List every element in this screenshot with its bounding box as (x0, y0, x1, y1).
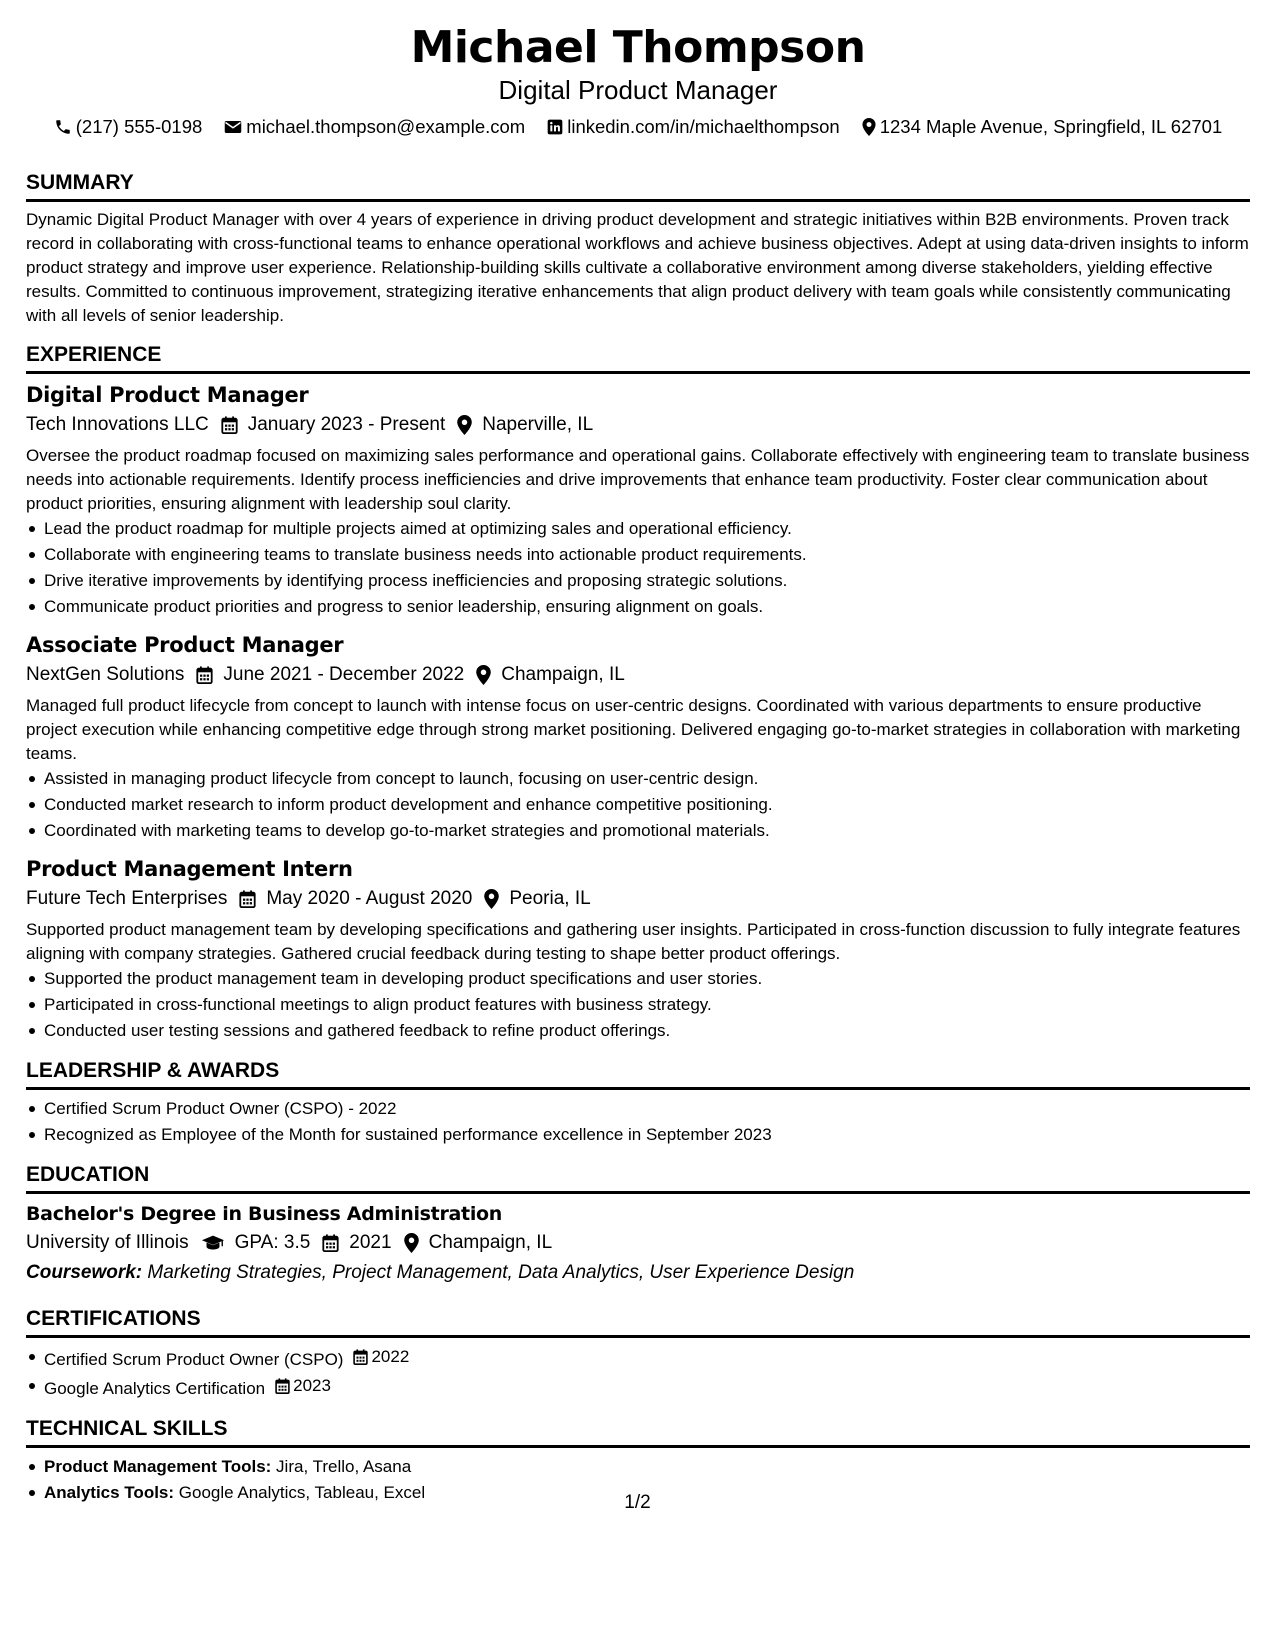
edu-location-item (404, 1228, 553, 1258)
education-meta (26, 1228, 1250, 1258)
skill-label: Product Management Tools: (44, 1457, 272, 1476)
address-text: 1234 Maple Avenue, Springfield, IL 62701 (879, 116, 1223, 137)
job-description: Oversee the product roadmap focused on maximizing sales performance and operational gains. Collaborate effectively with engineering team to translate business needs into actionable requirements. Identify process inefficiencies and drive improvements that enhance team productivity. Foster clear communication about product priorities, ensuring alignment with leadership soul clarity. (26, 446, 1250, 513)
company-name: Future Tech Enterprises (26, 888, 228, 909)
envelope-icon (224, 119, 242, 135)
grad-year-text: 2021 (349, 1232, 392, 1253)
list-item: Communicate product priorities and progress to senior leadership, ensuring alignment on goals. (44, 594, 1250, 620)
job-bullets (26, 766, 1250, 844)
contact-phone (54, 114, 203, 140)
degree-title: Bachelor's Degree in Business Administration (26, 1203, 503, 1225)
phone-text[interactable]: (217) 555-0198 (75, 116, 203, 137)
job-dates-item (196, 660, 464, 690)
job-entry (26, 630, 1250, 844)
map-pin-icon (404, 1233, 419, 1253)
job-dates: June 2021 - December 2022 (223, 664, 465, 685)
jobs-list (26, 380, 1250, 1044)
job-entry (26, 854, 1250, 1044)
skills-heading: TECHNICAL SKILLS (26, 1416, 1250, 1448)
list-item: Recognized as Employee of the Month for sustained performance excellence in September 2023 (44, 1122, 1250, 1148)
coursework-label: Coursework: (26, 1262, 143, 1283)
contact-bar (26, 114, 1250, 140)
cert-year-item (275, 1373, 331, 1399)
job-location-item (484, 884, 590, 914)
map-pin-icon (862, 118, 876, 136)
cert-name: Certified Scrum Product Owner (CSPO) (44, 1350, 344, 1369)
list-item (44, 1454, 1250, 1480)
certifications-heading: CERTIFICATIONS (26, 1306, 1250, 1338)
job-entry (26, 380, 1250, 620)
contact-address (862, 114, 1223, 140)
graduation-cap-icon (201, 1234, 225, 1252)
linkedin-icon (547, 119, 563, 135)
company-name: Tech Innovations LLC (26, 414, 209, 435)
job-dates-item (221, 410, 446, 440)
job-meta (26, 410, 1250, 440)
list-item: Conducted market research to inform product development and enhance competitive positioning. (44, 792, 1250, 818)
calendar-icon (275, 1378, 290, 1394)
job-bullets (26, 966, 1250, 1044)
job-meta (26, 884, 1250, 914)
list-item: Certified Scrum Product Owner (CSPO) - 2022 (44, 1096, 1250, 1122)
calendar-icon (353, 1349, 368, 1365)
list-item (44, 1344, 1250, 1373)
certifications-section (26, 1306, 1250, 1402)
education-section (26, 1162, 1250, 1288)
list-item: Assisted in managing product lifecycle from concept to launch, focusing on user-centric design. (44, 766, 1250, 792)
cert-name: Google Analytics Certification (44, 1379, 266, 1398)
cert-year-text: 2023 (293, 1376, 331, 1395)
calendar-icon (221, 416, 238, 434)
list-item: Coordinated with marketing teams to develop go-to-market strategies and promotional materials. (44, 818, 1250, 844)
list-item: Collaborate with engineering teams to translate business needs into actionable product requirements. (44, 542, 1250, 568)
list-item (44, 1373, 1250, 1402)
linkedin-text[interactable]: linkedin.com/in/michaelthompson (567, 116, 840, 137)
map-pin-icon (484, 889, 499, 909)
education-heading: EDUCATION (26, 1162, 1250, 1194)
certifications-list (26, 1344, 1250, 1402)
job-dates-item (239, 884, 472, 914)
coursework (26, 1258, 1250, 1288)
job-location-item (476, 660, 625, 690)
leadership-section (26, 1058, 1250, 1148)
list-item: Supported the product management team in developing product specifications and user stories. (44, 966, 1250, 992)
job-dates: January 2023 - Present (247, 414, 446, 435)
phone-icon (54, 118, 72, 136)
job-title: Associate Product Manager (26, 633, 344, 657)
experience-section (26, 342, 1250, 1044)
cert-year-item (353, 1344, 409, 1370)
job-description: Supported product management team by developing specifications and gathering user insights. Participated in cross-function discussion to fully integrate features aligning with company strategies. Gathered crucial feedback during testing to shape better product offerings. (26, 920, 1241, 963)
list-item: Conducted user testing sessions and gathered feedback to refine product offerings. (44, 1018, 1250, 1044)
job-title: Digital Product Manager (26, 383, 309, 407)
calendar-icon (322, 1234, 339, 1252)
edu-location-text: Champaign, IL (428, 1232, 553, 1253)
calendar-icon (196, 666, 213, 684)
page-number: 1/2 (624, 1492, 651, 1513)
summary-text: Dynamic Digital Product Manager with over 4 years of experience in driving product development and strategic initiatives within B2B environments. Proven track record in collaborating with cross-functional teams to enhance operational workflows and achieve business objectives. Adept at using data-driven insights to inform product strategy and improve user experience. Relationship-building skills cultivate a collaborative environment among diverse stakeholders, yielding effective results. Committed to continuous improvement, strategizing iterative enhancements that align product delivery with team goals while consistently communicating with all levels of senior leadership. (26, 210, 1249, 325)
leadership-list (26, 1096, 1250, 1148)
candidate-title: Digital Product Manager (498, 75, 778, 105)
job-description: Managed full product lifecycle from concept to launch with intense focus on user-centric designs. Coordinated with various departments to ensure productive project execution while enhancing competitive edge through strong market positioning. Delivered engaging go-to-market strategies in collaboration with marketing teams. (26, 696, 1241, 763)
summary-section (26, 170, 1250, 328)
cert-year-text: 2022 (371, 1347, 410, 1366)
resume-page (26, 22, 1250, 1506)
contact-linkedin (547, 114, 840, 140)
skill-value: Jira, Trello, Asana (276, 1457, 412, 1476)
job-location: Naperville, IL (482, 414, 594, 435)
job-title: Product Management Intern (26, 857, 353, 881)
skill-label: Analytics Tools: (44, 1483, 175, 1502)
grad-year-item (322, 1228, 391, 1258)
company-name: NextGen Solutions (26, 664, 185, 685)
list-item: Participated in cross-functional meetings to align product features with business strategy. (44, 992, 1250, 1018)
job-location: Champaign, IL (501, 664, 625, 685)
experience-heading: EXPERIENCE (26, 342, 1250, 374)
map-pin-icon (476, 665, 491, 685)
map-pin-icon (457, 415, 472, 435)
gpa-text: GPA: 3.5 (234, 1232, 311, 1253)
gpa-item (201, 1228, 311, 1258)
calendar-icon (239, 890, 256, 908)
summary-heading: SUMMARY (26, 170, 1250, 202)
job-location-item (457, 410, 593, 440)
list-item: Lead the product roadmap for multiple projects aimed at optimizing sales and operational efficiency. (44, 516, 1250, 542)
list-item: Drive iterative improvements by identifying process inefficiencies and proposing strategic solutions. (44, 568, 1250, 594)
skill-value: Google Analytics, Tableau, Excel (178, 1483, 426, 1502)
candidate-name: Michael Thompson (410, 22, 866, 73)
email-text[interactable]: michael.thompson@example.com (246, 116, 526, 137)
leadership-heading: LEADERSHIP & AWARDS (26, 1058, 1250, 1090)
contact-email (224, 114, 525, 140)
coursework-text: Marketing Strategies, Project Management, Data Analytics, User Experience Design (147, 1262, 855, 1283)
job-dates: May 2020 - August 2020 (266, 888, 473, 909)
school-name: University of Illinois (26, 1232, 189, 1253)
job-meta (26, 660, 1250, 690)
job-location: Peoria, IL (509, 888, 591, 909)
job-bullets (26, 516, 1250, 620)
